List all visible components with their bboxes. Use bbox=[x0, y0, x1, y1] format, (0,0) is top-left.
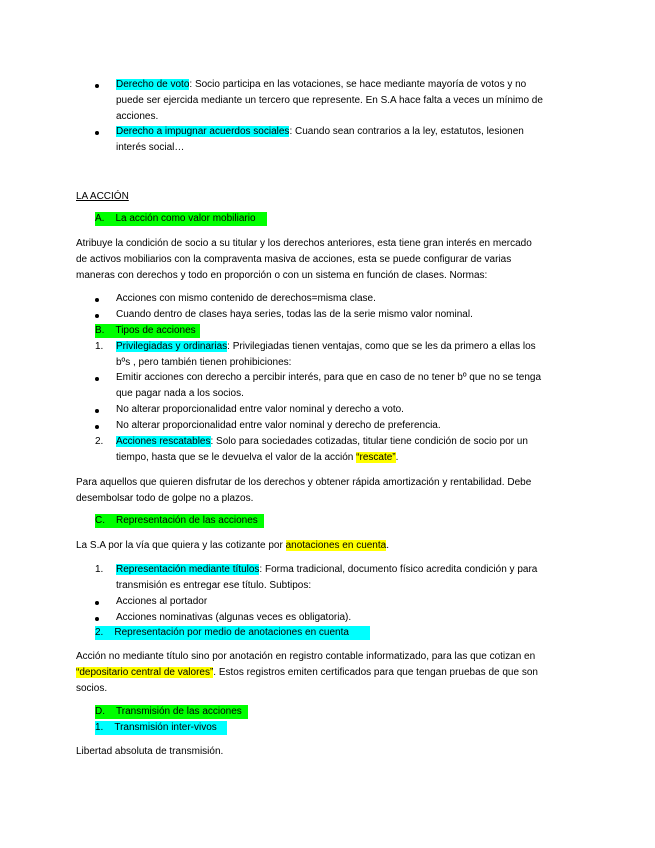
list-item: No alterar proporcionalidad entre valor nominal y derecho a voto. bbox=[116, 404, 404, 415]
paragraph-line: Para aquellos que quieren disfrutar de los derechos y obtener rápida amortización y rentabilidad. Debe bbox=[76, 477, 532, 488]
bullet-icon bbox=[95, 409, 99, 413]
bullet-derecho-voto bbox=[116, 78, 526, 92]
highlight-term: Derecho de voto bbox=[116, 79, 190, 90]
text-line bbox=[116, 451, 398, 465]
list-item: Emitir acciones con derecho a percibir interés, para que en caso de no tener bº que no se tenga bbox=[116, 372, 542, 383]
bullet-icon bbox=[95, 425, 99, 429]
heading-c bbox=[95, 514, 264, 528]
list-item-rescatables bbox=[116, 435, 528, 449]
heading-a bbox=[95, 212, 267, 226]
text: : Socio participa en las votaciones, se hace mediante mayoría de votos y no bbox=[189, 79, 527, 90]
text: : Solo para sociedades cotizadas, titular tiene condición de socio por un bbox=[210, 436, 528, 447]
list-number: 2. bbox=[95, 627, 104, 638]
paragraph-line: socios. bbox=[76, 683, 108, 694]
highlight-term: Representación mediante títulos bbox=[116, 564, 260, 575]
highlight-term: Derecho a impugnar acuerdos sociales bbox=[116, 126, 290, 137]
list-number: 1. bbox=[95, 722, 104, 733]
heading-title: Representación por medio de anotaciones en cuenta bbox=[114, 627, 349, 638]
text: . bbox=[395, 452, 399, 463]
bullet-icon bbox=[95, 314, 99, 318]
text: . Estos registros emiten certificados para que tengan pruebas de que son bbox=[213, 667, 538, 678]
heading-title: La acción como valor mobiliario bbox=[115, 213, 256, 224]
bullet-icon bbox=[95, 84, 99, 88]
highlight-anotaciones: anotaciones en cuenta bbox=[285, 540, 387, 551]
text: : Cuando sean contrarios a la ley, estatutos, lesionen bbox=[289, 126, 524, 137]
text-line: puede ser ejercida mediante un tercero que represente. En S.A hace falta a veces un mínimo de bbox=[116, 95, 543, 106]
list-item: No alterar proporcionalidad entre valor nominal y derecho de preferencia. bbox=[116, 420, 441, 431]
heading-letter: D. bbox=[95, 706, 105, 717]
list-item-titulos bbox=[116, 563, 537, 577]
bullet-icon bbox=[95, 131, 99, 135]
text-line: transmisión es entregar ese título. Subtipos: bbox=[116, 580, 312, 591]
heading-title: Tipos de acciones bbox=[115, 325, 196, 336]
paragraph-line: maneras con derechos y todo en proporción o con un sistema en función de clases. Normas: bbox=[76, 270, 488, 281]
paragraph-line: Acción no mediante título sino por anotación en registro contable informatizado, para las que cotizan en bbox=[76, 651, 536, 662]
heading-d bbox=[95, 705, 248, 719]
heading-letter: C. bbox=[95, 515, 105, 526]
heading-trans1 bbox=[95, 721, 227, 735]
paragraph-line: Libertad absoluta de transmisión. bbox=[76, 746, 224, 757]
list-number: 1. bbox=[95, 341, 104, 352]
paragraph-line: de activos mobiliarios con la compraventa masiva de acciones, esta se puede configurar de varias bbox=[76, 254, 512, 265]
heading-b bbox=[95, 324, 200, 338]
list-item-privilegiadas bbox=[116, 340, 536, 354]
highlight-rescate: “rescate” bbox=[356, 452, 396, 463]
paragraph-line: Atribuye la condición de socio a su titular y los derechos anteriores, esta tiene gran interés en mercado bbox=[76, 238, 532, 249]
heading-rep2 bbox=[95, 626, 370, 640]
section-title: LA ACCIÓN bbox=[76, 191, 129, 202]
text: . bbox=[386, 540, 389, 551]
text: La S.A por la vía que quiera y las cotizante por bbox=[76, 540, 286, 551]
list-item: Acciones al portador bbox=[116, 596, 208, 607]
paragraph-line bbox=[76, 539, 389, 553]
heading-title: Transmisión inter-vivos bbox=[114, 722, 217, 733]
list-item: Cuando dentro de clases haya series, todas las de la serie mismo valor nominal. bbox=[116, 309, 473, 320]
bullet-impugnar bbox=[116, 125, 524, 139]
bullet-icon bbox=[95, 377, 99, 381]
text: tiempo, hasta que se le devuelva el valor de la acción bbox=[116, 452, 357, 463]
heading-letter: A. bbox=[95, 213, 105, 224]
paragraph-line: desembolsar todo de golpe no a plazos. bbox=[76, 493, 254, 504]
highlight-term: Acciones rescatables bbox=[116, 436, 211, 447]
list-number: 1. bbox=[95, 564, 104, 575]
text-line: que pagar nada a los socios. bbox=[116, 388, 244, 399]
text: : Forma tradicional, documento físico acredita condición y para bbox=[259, 564, 538, 575]
text-line: bºs , pero también tienen prohibiciones: bbox=[116, 357, 292, 368]
list-item: Acciones nominativas (algunas veces es obligatoria). bbox=[116, 612, 352, 623]
heading-title: Representación de las acciones bbox=[116, 515, 258, 526]
paragraph-line bbox=[76, 666, 538, 680]
bullet-icon bbox=[95, 298, 99, 302]
text-line: interés social… bbox=[116, 142, 185, 153]
highlight-term: Privilegiadas y ordinarias bbox=[116, 341, 228, 352]
text: : Privilegiadas tienen ventajas, como que se les da primero a ellas los bbox=[227, 341, 536, 352]
bullet-icon bbox=[95, 617, 99, 621]
list-number: 2. bbox=[95, 436, 104, 447]
list-item: Acciones con mismo contenido de derechos=misma clase. bbox=[116, 293, 376, 304]
heading-letter: B. bbox=[95, 325, 105, 336]
highlight-depositario: “depositario central de valores” bbox=[76, 667, 214, 678]
text-line: acciones. bbox=[116, 111, 159, 122]
bullet-icon bbox=[95, 601, 99, 605]
heading-title: Transmisión de las acciones bbox=[116, 706, 242, 717]
